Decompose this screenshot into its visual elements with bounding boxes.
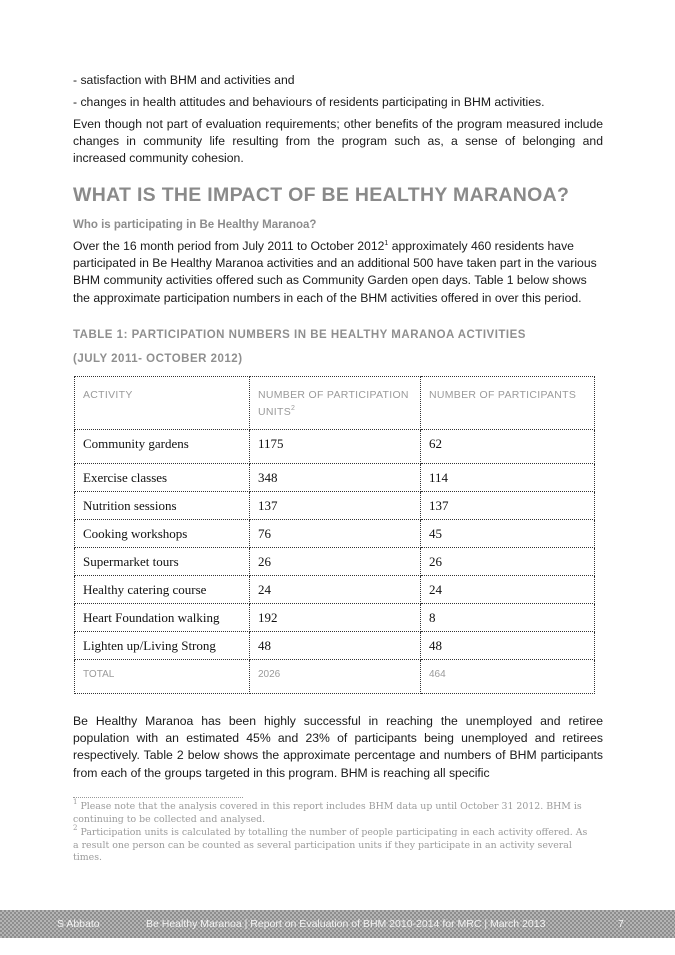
section-heading: WHAT IS THE IMPACT OF BE HEALTHY MARANOA? (73, 184, 570, 206)
cell-activity: Cooking workshops (75, 520, 250, 548)
cell-participants: 114 (421, 464, 595, 492)
cell-activity: Healthy catering course (75, 576, 250, 604)
cell-units: 1175 (250, 430, 421, 464)
cell-units: 192 (250, 604, 421, 632)
cell-units: 26 (250, 548, 421, 576)
header-activity: ACTIVITY (75, 377, 250, 430)
section-subheading: Who is participating in Be Healthy Maranoa? (73, 219, 317, 231)
cell-units: 348 (250, 464, 421, 492)
cell-units: 24 (250, 576, 421, 604)
table-row (75, 464, 595, 492)
footnote-ref-1: 1 (384, 240, 389, 247)
footnote-ref-2: 2 (291, 405, 296, 412)
table-total-row (75, 660, 595, 694)
table-row (75, 548, 595, 576)
table-row (75, 576, 595, 604)
total-participants: 464 (421, 660, 595, 694)
footer-page-number: 7 (618, 918, 624, 930)
table-row (75, 604, 595, 632)
page-footer (0, 910, 675, 938)
table-row (75, 430, 595, 464)
total-label: TOTAL (75, 660, 250, 694)
cell-activity: Community gardens (75, 430, 250, 464)
footnote-1-text: Please note that the analysis covered in this report includes BHM data up until October 31 2012. BHM is continuing to be collected and analysed. (73, 801, 582, 825)
cell-participants: 26 (421, 548, 595, 576)
bullet-satisfaction: - satisfaction with BHM and activities and (73, 73, 295, 87)
cell-units: 48 (250, 632, 421, 660)
cell-participants: 45 (421, 520, 595, 548)
footer-title: Be Healthy Maranoa | Report on Evaluation of BHM 2010-2014 for MRC | March 2013 (146, 918, 546, 930)
cell-participants: 24 (421, 576, 595, 604)
table-row (75, 632, 595, 660)
footnote-divider (73, 797, 243, 798)
table-row (75, 492, 595, 520)
cell-units: 137 (250, 492, 421, 520)
footnote-2-mark: 2 (73, 824, 78, 832)
footnote-2 (73, 824, 593, 865)
cell-units: 76 (250, 520, 421, 548)
cell-activity: Exercise classes (75, 464, 250, 492)
footnote-1 (73, 798, 593, 826)
table-row (75, 520, 595, 548)
cell-activity: Heart Foundation walking (75, 604, 250, 632)
header-participation-units (250, 377, 421, 430)
cell-activity: Supermarket tours (75, 548, 250, 576)
header-participants: NUMBER OF PARTICIPANTS (421, 377, 595, 430)
footnote-1-mark: 1 (73, 798, 78, 806)
cell-participants: 8 (421, 604, 595, 632)
participation-table (74, 376, 595, 694)
cell-participants: 137 (421, 492, 595, 520)
paragraph-text-start: Over the 16 month period from July 2011 to October 2012 (73, 239, 385, 253)
cell-activity: Nutrition sessions (75, 492, 250, 520)
cell-participants: 62 (421, 430, 595, 464)
intro-paragraph: Even though not part of evaluation requirements; other benefits of the program measured include changes in community life resulting from the program such as, a sense of belonging and increased community cohesion. (73, 117, 603, 166)
participation-paragraph (73, 238, 603, 307)
cell-activity: Lighten up/Living Strong (75, 632, 250, 660)
total-units: 2026 (250, 660, 421, 694)
table-caption-dates: (JULY 2011- OCTOBER 2012) (73, 353, 243, 365)
header-units-label: NUMBER OF PARTICIPATION UNITS (258, 389, 409, 418)
bullet-health-changes: - changes in health attitudes and behaviours of residents participating in BHM activities. (73, 95, 545, 109)
footer-author: S Abbato (57, 918, 100, 930)
footnote-2-text: Participation units is calculated by totalling the number of people participating in each activity offered. As a result one person can be counted as several participation units if they participate in an activity several times. (73, 827, 588, 864)
paragraph-text-end: approximately 460 residents have participated in Be Healthy Maranoa activities and an additional 500 have taken part in the various BHM community activities offered such as Community Garden open days. Table 1 below shows the approximate participation numbers in each of the BHM activities offered in over this period. (73, 239, 597, 305)
table-header-row (75, 377, 595, 430)
results-paragraph: Be Healthy Maranoa has been highly successful in reaching the unemployed and retiree population with an estimated 45% and 23% of participants being unemployed and retirees respectively. Table 2 below shows the approximate percentage and numbers of BHM participants from each of the groups targeted in this program. BHM is reaching all specific (73, 714, 603, 780)
table-caption: TABLE 1: PARTICIPATION NUMBERS IN BE HEALTHY MARANOA ACTIVITIES (73, 329, 526, 341)
cell-participants: 48 (421, 632, 595, 660)
